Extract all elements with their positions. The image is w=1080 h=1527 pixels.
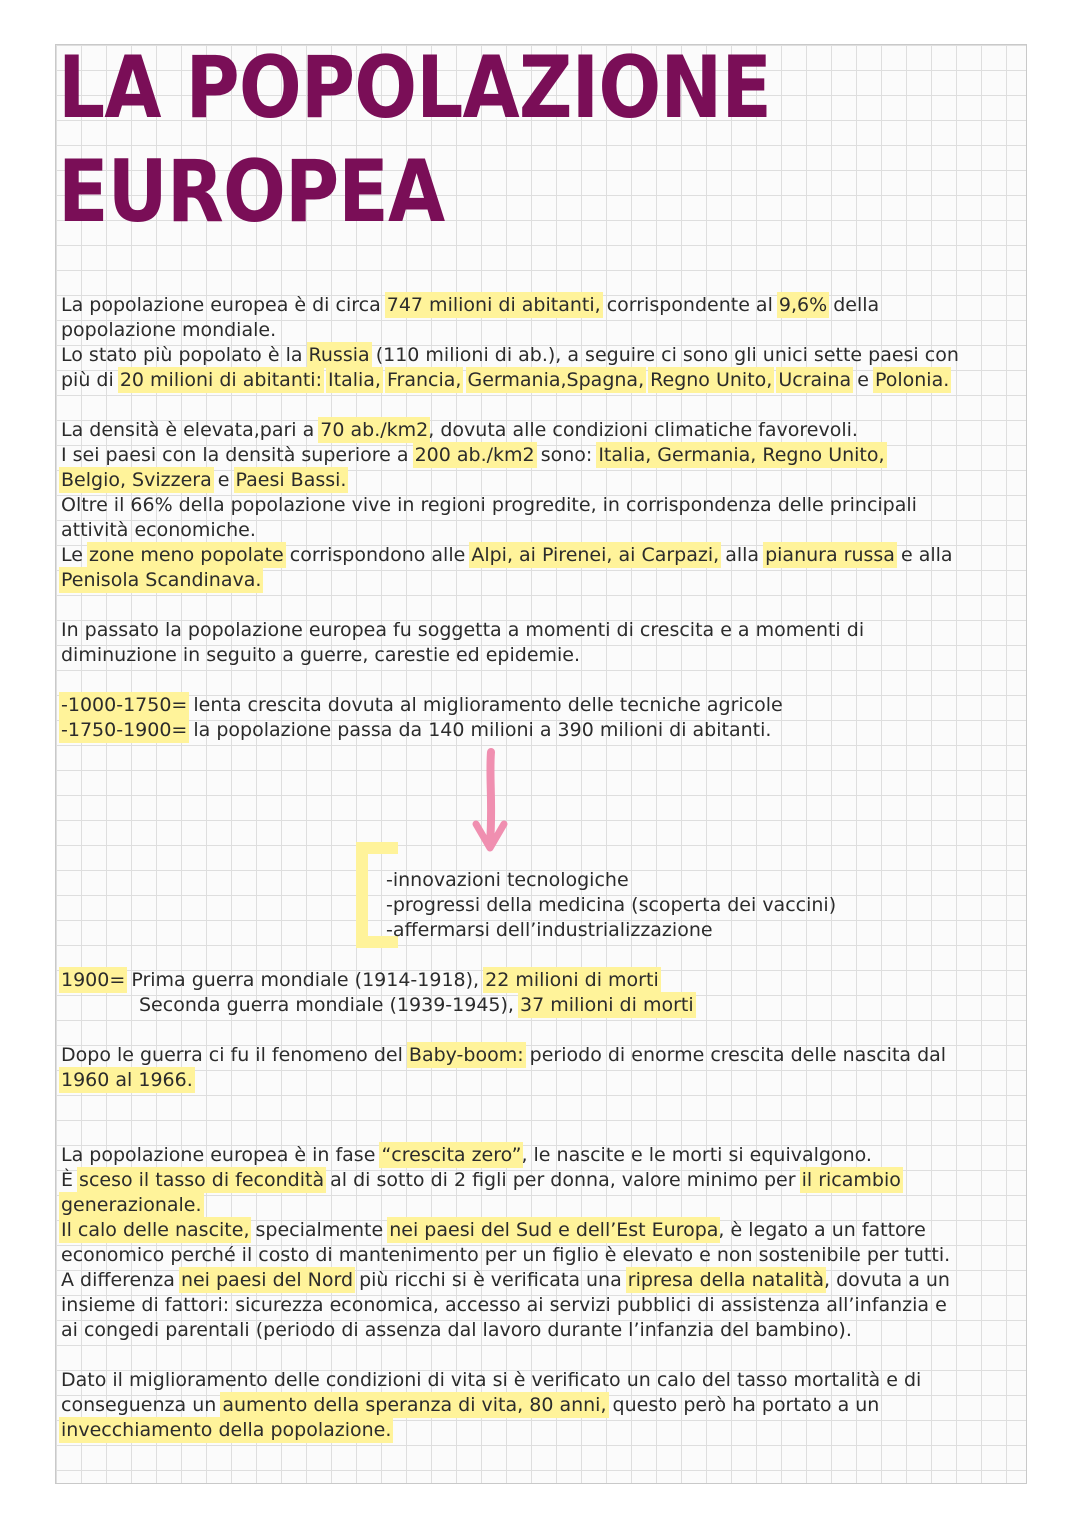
down-arrow-icon xyxy=(470,748,510,858)
p2-line-1: La densità è elevata,pari a 70 ab./km2, dovuta alle condizioni climatiche favorevoli. xyxy=(61,419,858,441)
cause-item: -progressi della medicina (scoperta dei vaccini) xyxy=(386,894,837,916)
p5-line-3: generazionale. xyxy=(61,1194,202,1216)
p2-line-6: Le zone meno popolate corrispondono alle Alpi, ai Pirenei, ai Carpazi, alla pianura russa e alla xyxy=(61,544,953,566)
p2-line-4: Oltre il 66% della popolazione vive in regioni progredite, in corrispondenza delle principali xyxy=(61,494,917,516)
p1-line-4: più di 20 milioni di abitanti: Italia, Francia, Germania,Spagna, Regno Unito, Ucraina e Polonia. xyxy=(61,369,950,391)
cause-item: -affermarsi dell’industrializzazione xyxy=(386,919,713,941)
p5-line-4: Il calo delle nascite, specialmente nei paesi del Sud e dell’Est Europa, è legato a un fattore xyxy=(61,1219,926,1241)
p6-line-1: Dato il miglioramento delle condizioni di vita si è verificato un calo del tasso mortalità e di xyxy=(61,1369,922,1391)
p4-line-1: Dopo le guerra ci fu il fenomeno del Baby-boom: periodo di enorme crescita delle nascita dal xyxy=(61,1044,947,1066)
p5-line-7: insieme di fattori: sicurezza economica, accesso ai servizi pubblici di assistenza all’infanzia e xyxy=(61,1294,947,1316)
p2-line-2: I sei paesi con la densità superiore a 200 ab./km2 sono: Italia, Germania, Regno Unito, xyxy=(61,444,885,466)
p3-line-1: In passato la popolazione europea fu soggetta a momenti di crescita e a momenti di xyxy=(61,619,865,641)
p4-line-2: 1960 al 1966. xyxy=(61,1069,193,1091)
wars-line-1: 1900= Prima guerra mondiale (1914-1918), 22 milioni di morti xyxy=(61,969,659,991)
p5-line-8: ai congedi parentali (periodo di assenza dal lavoro durante l’infanzia del bambino). xyxy=(61,1319,852,1341)
p3-line-2: diminuzione in seguito a guerre, carestie ed epidemie. xyxy=(61,644,581,666)
p5-line-1: La popolazione europea è in fase “crescita zero”, le nascite e le morti si equivalgono. xyxy=(61,1144,872,1166)
title-line-1: LA POPOLAZIONE xyxy=(58,38,772,138)
p5-line-6: A differenza nei paesi del Nord più ricchi si è verificata una ripresa della natalità, dovuta a un xyxy=(61,1269,950,1291)
p2-line-3: Belgio, Svizzera e Paesi Bassi. xyxy=(61,469,347,491)
p2-line-7: Penisola Scandinava. xyxy=(61,569,262,591)
wars-line-2: Seconda guerra mondiale (1939-1945), 37 milioni di morti xyxy=(139,994,694,1016)
p6-line-2: conseguenza un aumento della speranza di vita, 80 anni, questo però ha portato a un xyxy=(61,1394,880,1416)
p1-line-3: Lo stato più popolato è la Russia (110 milioni di ab.), a seguire ci sono gli unici sette paesi con xyxy=(61,344,959,366)
timeline-line-2: -1750-1900= la popolazione passa da 140 milioni a 390 milioni di abitanti. xyxy=(61,719,772,741)
p6-line-3: invecchiamento della popolazione. xyxy=(61,1419,392,1441)
p2-line-5: attività economiche. xyxy=(61,519,256,541)
p1-line-1: La popolazione europea è di circa 747 milioni di abitanti, corrispondente al 9,6% della xyxy=(61,294,880,316)
p1-line-2: popolazione mondiale. xyxy=(61,319,277,341)
timeline-line-1: -1000-1750= lenta crescita dovuta al miglioramento delle tecniche agricole xyxy=(61,694,783,716)
page-title xyxy=(58,36,771,244)
p5-line-5: economico perché il costo di mantenimento per un figlio è elevato e non sostenibile per tutti. xyxy=(61,1244,951,1266)
title-line-2: EUROPEA xyxy=(58,142,445,242)
p5-line-2: È sceso il tasso di fecondità al di sotto di 2 figli per donna, valore minimo per il ricambio xyxy=(61,1169,901,1191)
cause-item: -innovazioni tecnologiche xyxy=(386,869,629,891)
